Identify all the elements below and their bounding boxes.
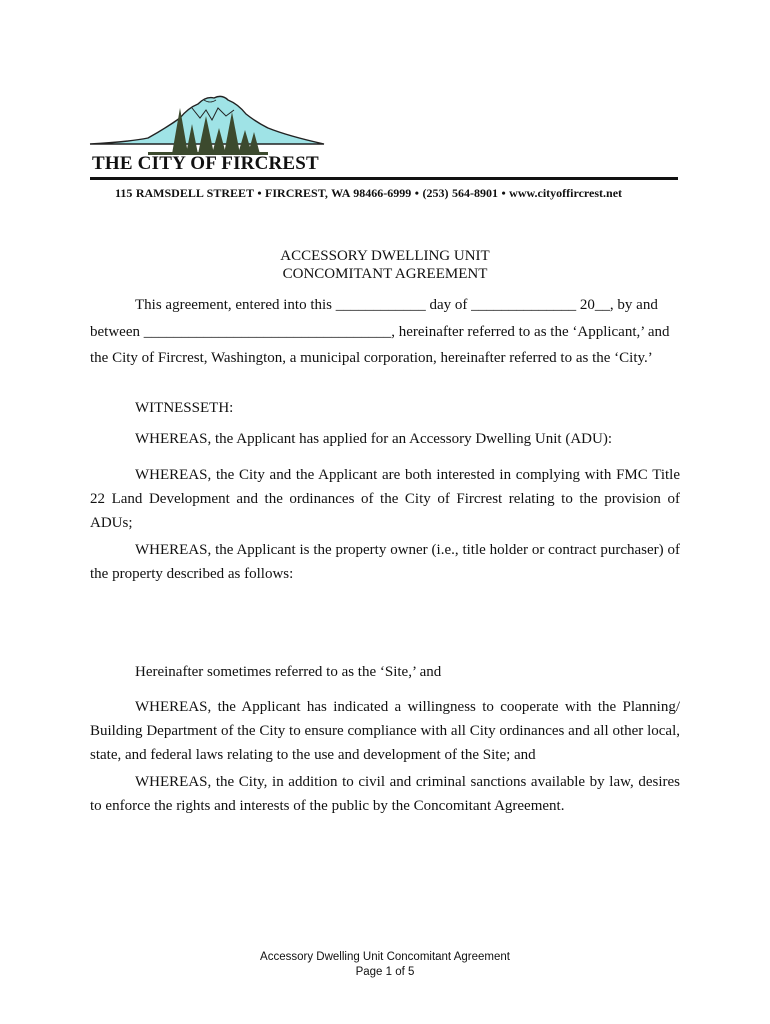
whereas-paragraph-3: WHEREAS, the Applicant is the property owner (i.e., title holder or contract purchaser) of the property described as follows: <box>90 542 680 582</box>
city-name: THE CITY OF FIRCREST <box>92 153 319 174</box>
letterhead-address: 115 RAMSDELL STREET • FIRCREST, WA 98466-6999 • (253) 564-8901 • www.cityoffircrest.net <box>115 186 623 200</box>
intro-line-1: This agreement, entered into this ____________ day of ______________ 20__, by and <box>135 297 658 313</box>
whereas-paragraph-2: WHEREAS, the City and the Applicant are both interested in complying with FMC Title 22 Land Development and the ordinances of the City of Fircrest relating to the provision of ADUs; <box>90 467 680 531</box>
whereas-paragraph-5: WHEREAS, the City, in addition to civil and criminal sanctions available by law, desires to enforce the rights and interests of the public by the Concomitant Agreement. <box>90 774 680 814</box>
site-reference: Hereinafter sometimes referred to as the ‘Site,’ and <box>135 664 442 680</box>
witnesseth-heading: WITNESSETH: <box>135 400 234 416</box>
letterhead-divider <box>90 177 678 180</box>
document-title-line2: CONCOMITANT AGREEMENT <box>282 266 488 282</box>
document-title-line1: ACCESSORY DWELLING UNIT <box>280 248 490 264</box>
whereas-paragraph-1: WHEREAS, the Applicant has applied for an Accessory Dwelling Unit (ADU): <box>135 431 612 447</box>
whereas-paragraph-4: WHEREAS, the Applicant has indicated a willingness to cooperate with the Planning/ Building Department of the City to ensure compliance with all City ordinances and all other local, state, and federal laws relating to the use and development of the Site; and <box>90 699 680 763</box>
intro-line-2: between _________________________________, hereinafter referred to as the ‘Applicant,’ and <box>90 324 670 340</box>
footer-document-title: Accessory Dwelling Unit Concomitant Agreement <box>260 951 510 963</box>
intro-line-3: the City of Fircrest, Washington, a municipal corporation, hereinafter referred to as the ‘City.’ <box>90 350 653 366</box>
footer-page-number: Page 1 of 5 <box>355 966 415 978</box>
